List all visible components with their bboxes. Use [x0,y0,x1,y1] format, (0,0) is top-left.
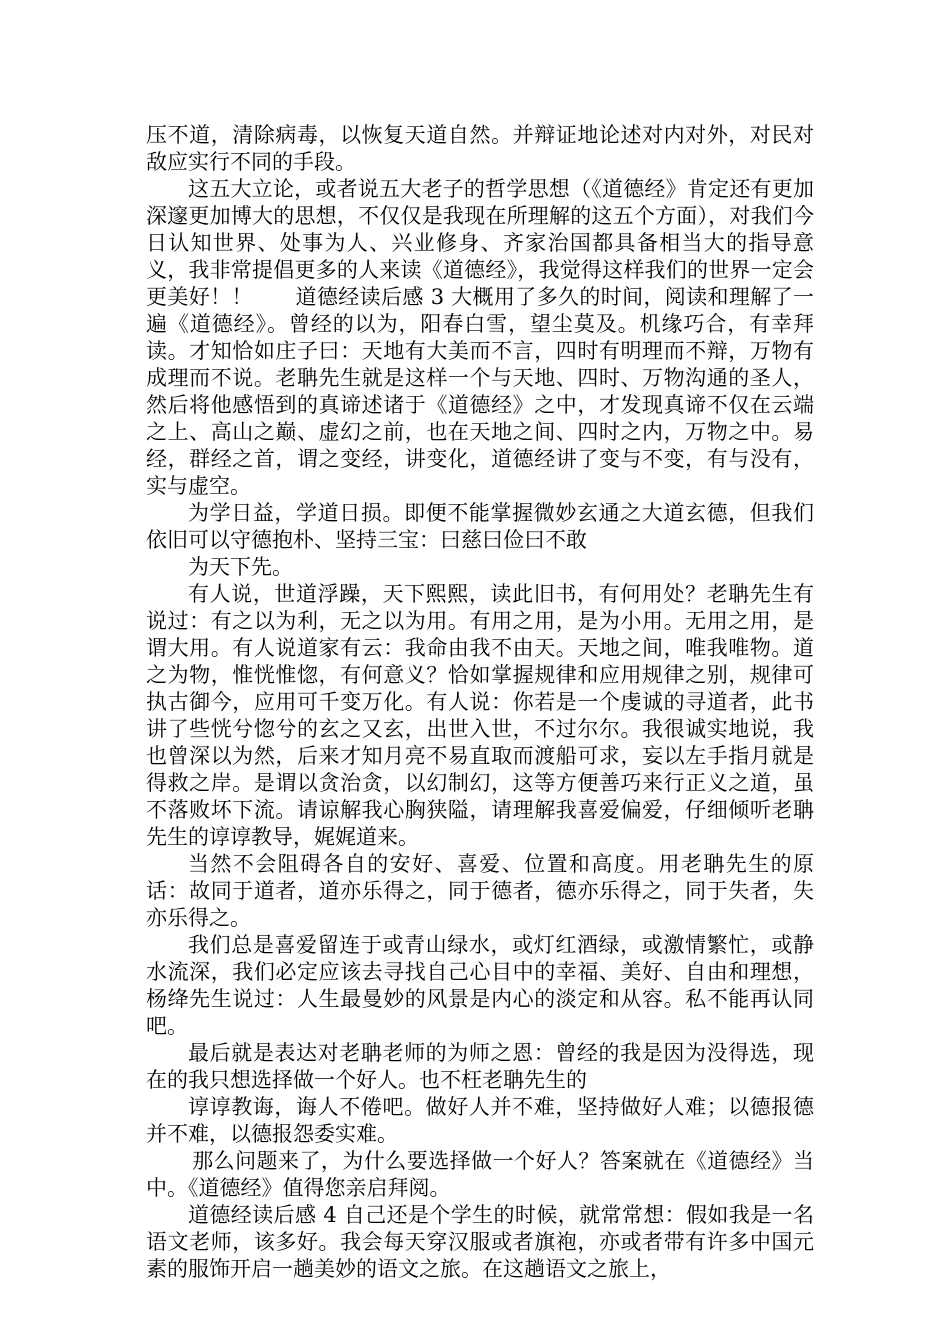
paragraph-1: 压不道，清除病毒，以恢复天道自然。并辩证地论述对内对外，对民对敌应实行不同的手段。 [146,123,814,174]
paragraph-3: 为学日益，学道日损。即便不能掌握微妙玄通之大道玄德，但我们依旧可以守德抱朴、坚持三宝：曰慈曰俭曰不敢 [146,501,814,552]
paragraph-11: 道德经读后感 4 自己还是个学生的时候，就常常想：假如我是一名语文老师，该多好。我会每天穿汉服或者旗袍，亦或者带有许多中国元素的服饰开启一趟美妙的语文之旅。在这趟语文之旅上， [146,1203,814,1281]
paragraph-6: 当然不会阻碍各自的安好、喜爱、位置和高度。用老聃先生的原话：故同于道者，道亦乐得之，同于德者，德亦乐得之，同于失者，失亦乐得之。 [146,852,814,930]
paragraph-4: 为天下先。 [188,555,293,579]
paragraph-2: 这五大立论，或者说五大老子的哲学思想（《道德经》肯定还有更加深邃更加博大的思想，不仅仅是我现在所理解的这五个方面），对我们今日认知世界、处事为人、兴业修身、齐家治国都具备相当大的指导意义，我非常提倡更多的人来读《道德经》，我觉得这样我们的世界一定会更美好！！ 道德经读后感 3 大概用了多久的时间，阅读和理解了一遍《道德经》。曾经的以为，阳春白雪，望尘莫及。机缘巧合，有幸拜读。才知恰如庄子曰：天地有大美而不言，四时有明理而不辩，万物有成理而不说。老聃先生就是这样一个与天地、四时、万物沟通的圣人，然后将他感悟到的真谛述诸于《道德经》之中，才发现真谛不仅在云端之上、高山之巅、虚幻之前，也在天地之间、四时之内，万物之中。易经，群经之首，谓之变经，讲变化，道德经讲了变与不变，有与没有，实与虚空。 [146,177,814,498]
paragraph-7: 我们总是喜爱留连于或青山绿水，或灯红酒绿，或激情繁忙，或静水流深，我们必定应该去寻找自己心目中的幸福、美好、自由和理想，杨绛先生说过：人生最曼妙的风景是内心的淡定和从容。私不能再认同吧。 [146,933,814,1038]
document-page [146,122,814,1283]
paragraph-5: 有人说，世道浮躁，天下熙熙，读此旧书，有何用处？老聃先生有说过：有之以为利，无之以为用。有用之用，是为小用。无用之用，是谓大用。有人说道家有云：我命由我不由天。天地之间，唯我唯物。道之为物，惟恍惟惚，有何意义？恰如掌握规律和应用规律之别，规律可执古御今，应用可千变万化。有人说：你若是一个虔诚的寻道者，此书讲了些恍兮惚兮的玄之又玄，出世入世，不过尔尔。我很诚实地说，我也曾深以为然，后来才知月亮不易直取而渡船可求，妄以左手指月就是得救之岸。是谓以贪治贪，以幻制幻，这等方便善巧来行正义之道，虽不落败坏下流。请谅解我心胸狭隘，请理解我喜爱偏爱，仔细倾听老聃先生的谆谆教导，娓娓道来。 [146,582,814,849]
paragraph-10: 那么问题来了，为什么要选择做一个好人？答案就在《道德经》当中。《道德经》值得您亲启拜阅。 [146,1149,814,1200]
paragraph-8: 最后就是表达对老聃老师的为师之恩：曾经的我是因为没得选，现在的我只想选择做一个好人。也不枉老聃先生的 [146,1041,814,1092]
paragraph-9: 谆谆教诲，诲人不倦吧。做好人并不难，坚持做好人难；以德报德并不难，以德报怨委实难。 [146,1095,814,1146]
